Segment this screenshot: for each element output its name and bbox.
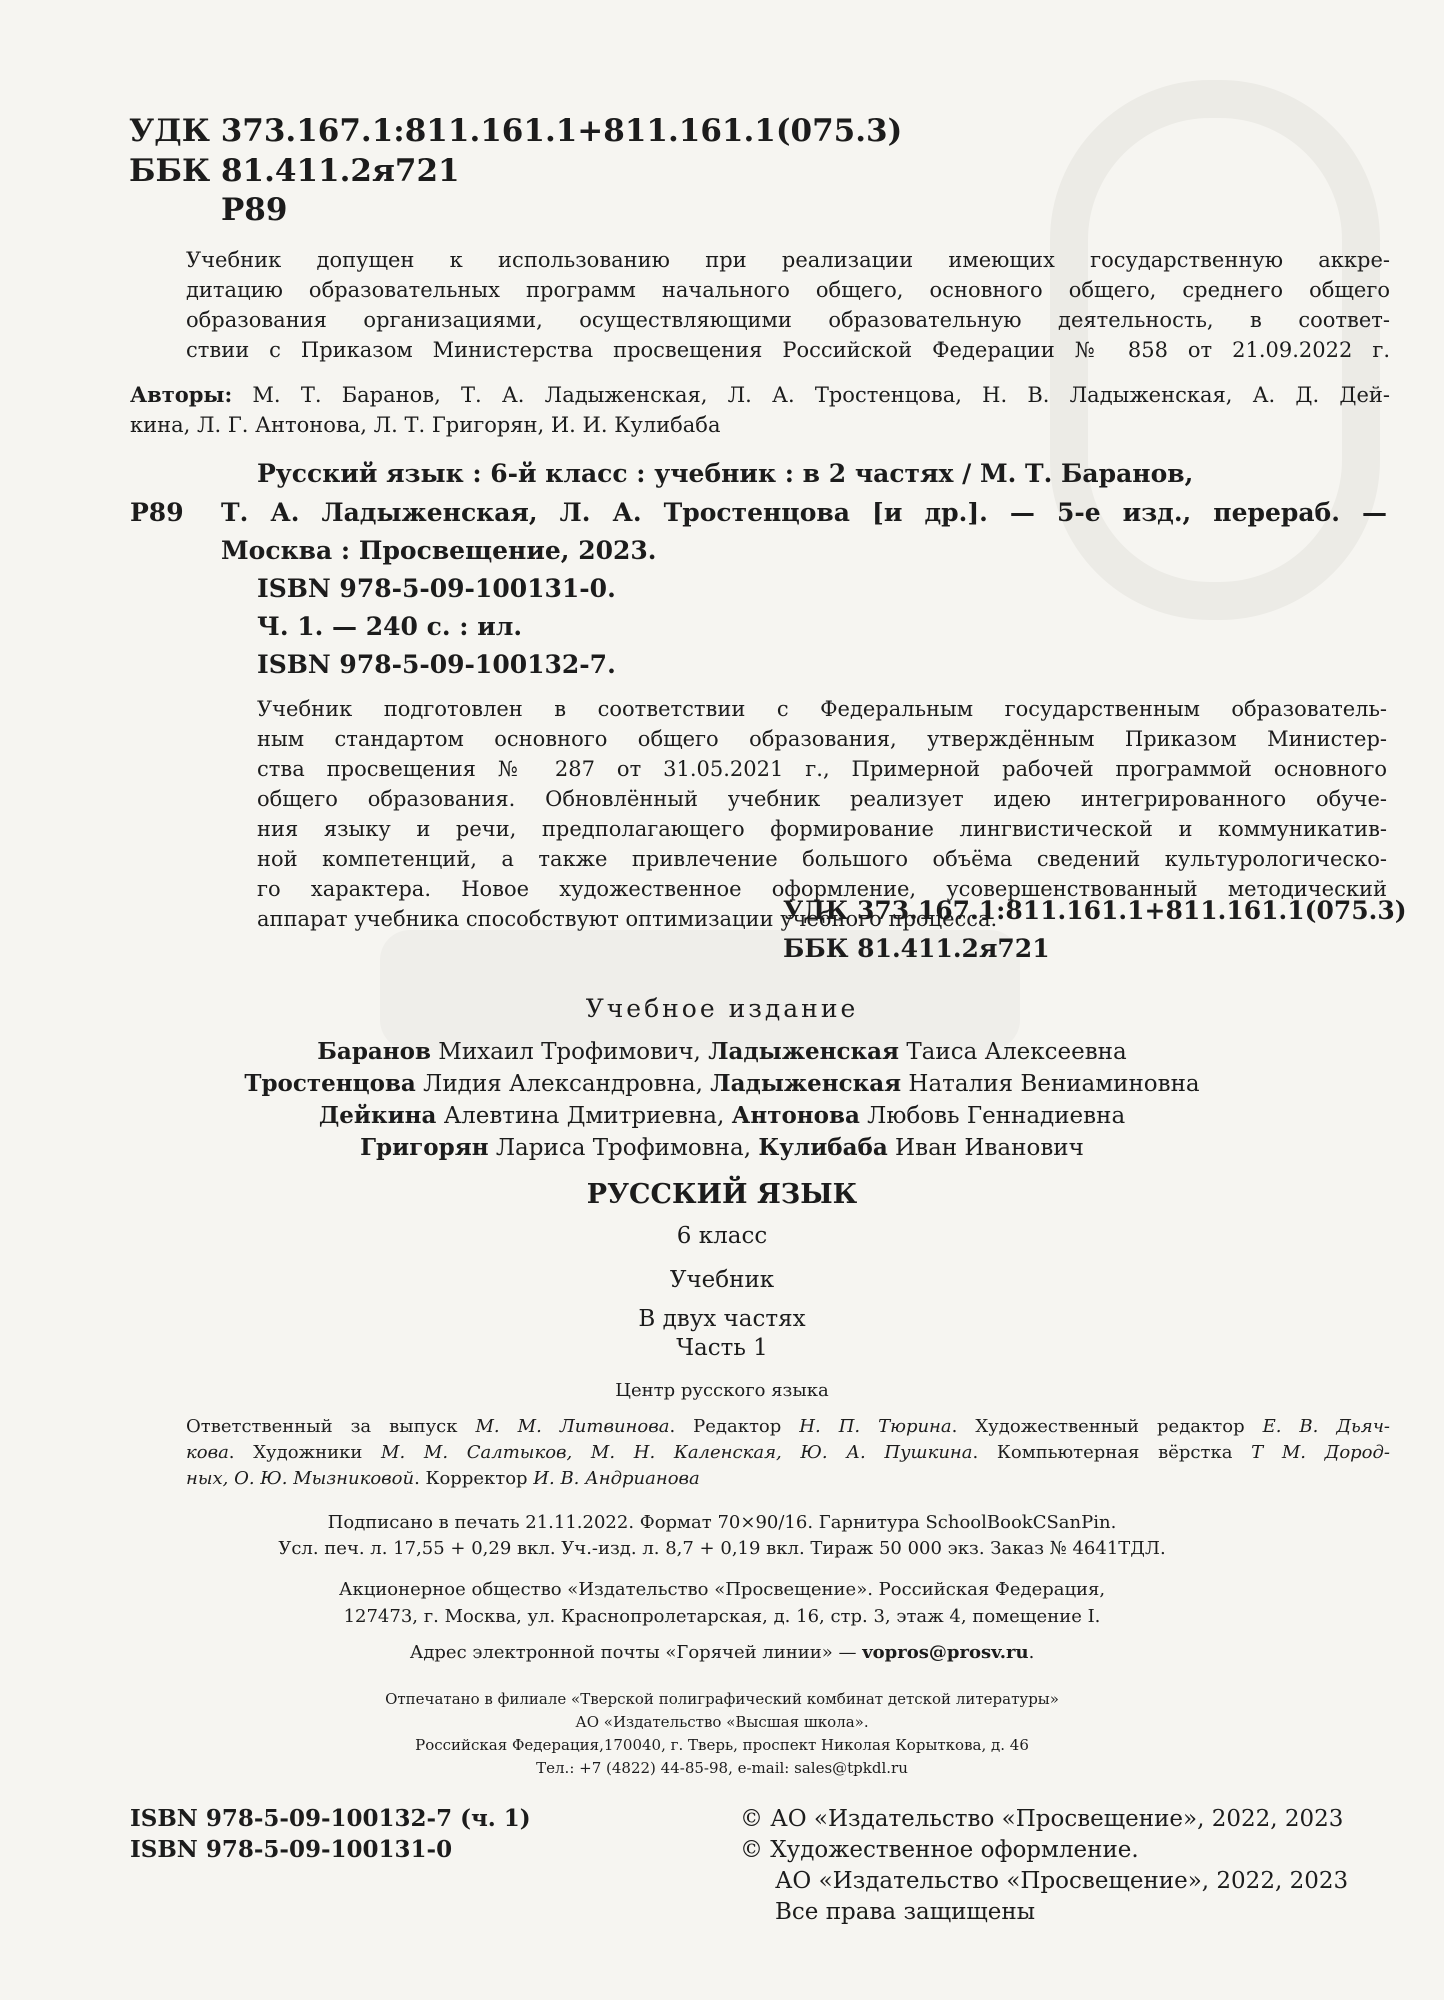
approval-line: дитацию образовательных программ начального общего, основного общего, среднего общего [186,278,1390,302]
people-line [0,1038,1444,1070]
annotation-line: ния языку и речи, предполагающего формирование лингвистической и коммуникатив- [257,817,1387,841]
person-surname: Ладыженская [710,1070,902,1097]
part-number: Часть 1 [676,1335,768,1361]
person-name: Наталия Вениаминовна [901,1071,1200,1097]
printer-line: АО «Издательство «Высшая школа». [575,1713,869,1731]
annotation-line: общего образования. Обновлённый учебник реализует идею интегрированного обуче- [257,787,1387,811]
catalog-line: Москва : Просвещение, 2023. [221,536,657,565]
person-surname: Кулибаба [758,1134,888,1161]
book-kind: Учебник [669,1267,775,1293]
staff-person: М. М. Литвинова [475,1416,670,1437]
catalog-code: Р89 [130,498,184,527]
email-label: Адрес электронной почты «Горячей линии» — [409,1642,863,1663]
person-surname: Тростенцова [244,1070,416,1097]
publisher-line: Акционерное общество «Издательство «Просвещение». Российская Федерация, [338,1579,1106,1600]
catalog-isbn: ISBN 978-5-09-100131-0. [257,574,616,603]
staff-role: . Редактор [669,1416,800,1437]
approval-line: образования организациями, осуществляющими образовательную деятельность, в соответ- [186,308,1390,332]
people-line [0,1102,1444,1134]
bbk-bottom: ББК 81.411.2я721 [783,934,1050,963]
authors-line: кина, Л. Г. Антонова, Л. Т. Григорян, И. И. Кулибаба [130,413,721,437]
staff-person: М. М. Салтыков, М. Н. Каленская, Ю. А. Пушкина [381,1442,973,1463]
staff-person: Т М. Дород- [1251,1442,1391,1463]
publisher [0,1576,1444,1630]
printer-line: Российская Федерация,170040, г. Тверь, проспект Николая Корыткова, д. 46 [415,1736,1029,1754]
email-address[interactable]: vopros@prosv.ru [862,1642,1029,1663]
authors-label: Авторы: [130,382,233,407]
authors-names: М. Т. Баранов, Т. А. Ладыженская, Л. А. Тростенцова, Н. В. Ладыженская, А. Д. Дей- [252,383,1390,407]
authors-full-names [0,1038,1444,1166]
catalog-isbn-part: ISBN 978-5-09-100132-7. [257,650,616,679]
annotation-line: аппарат учебника способствуют оптимизации учебного процесса. [257,907,998,931]
annotation-line: го характера. Новое художественное оформление, усовершенствованный методический [257,877,1387,901]
approval-line: ствии с Приказом Министерства просвещения Российской Федерации № 858 от 21.09.2022 г. [186,338,1390,362]
print-line: Подписано в печать 21.11.2022. Формат 70×90/16. Гарнитура SchoolBookCSanPin. [327,1512,1117,1533]
center-name: Центр русского языка [615,1380,829,1401]
staff-credits [186,1414,1390,1492]
approval-line: Учебник допущен к использованию при реализации имеющих государственную аккре- [186,248,1390,272]
grade: 6 класс [676,1223,768,1249]
person-name: Алевтина Дмитриевна, [436,1103,732,1129]
isbn-set: ISBN 978-5-09-100131-0 [130,1836,453,1863]
staff-person: ных, О. Ю. Мызниковой [186,1468,415,1489]
staff-person: кова [186,1442,229,1463]
udk-bottom: УДК 373.167.1:811.161.1+811.161.1(075.3) [783,896,1407,925]
staff-line [186,1440,1390,1466]
person-surname: Антонова [731,1102,860,1129]
authors-block [130,380,1390,440]
copyright-design-owner: АО «Издательство «Просвещение», 2022, 2023 [775,1868,1349,1894]
hotline-email [0,1640,1444,1666]
staff-person: И. В. Андрианова [533,1468,700,1489]
book-title: РУССКИЙ ЯЗЫК [586,1179,858,1210]
staff-role: . Компьютерная вёрстка [972,1442,1252,1463]
rights-reserved: Все права защищены [775,1899,1036,1925]
printer-info [0,1688,1444,1780]
annotation-line: ным стандартом основного общего образования, утверждённым Приказом Министер- [257,727,1387,751]
annotation-line: Учебник подготовлен в соответствии с Федеральным государственным образователь- [257,697,1387,721]
approval-paragraph [186,245,1390,365]
staff-role: Ответственный за выпуск [186,1416,476,1437]
person-surname: Ладыженская [708,1038,900,1065]
copyright-design: © Художественное оформление. [740,1837,1139,1863]
author-code-top: Р89 [221,192,288,228]
person-name: Любовь Геннадиевна [859,1103,1126,1129]
bbk-top: ББК 81.411.2я721 [129,153,460,189]
staff-role: . Художники [228,1442,382,1463]
annotation-line: ства просвещения № 287 от 31.05.2021 г., Примерной рабочей программой основного [257,757,1387,781]
print-specs [0,1510,1444,1562]
printer-line: Отпечатано в филиале «Тверской полиграфический комбинат детской литературы» [385,1690,1059,1708]
publisher-line: 127473, г. Москва, ул. Краснопролетарская, д. 16, стр. 3, этаж 4, помещение I. [343,1606,1101,1627]
catalog-line: Т. А. Ладыженская, Л. А. Тростенцова [и др.]. — 5-е изд., перераб. — [221,498,1387,527]
person-name: Лидия Александровна, [415,1071,711,1097]
person-surname: Григорян [360,1134,489,1161]
staff-role: . Художественный редактор [951,1416,1263,1437]
print-line: Усл. печ. л. 17,55 + 0,29 вкл. Уч.-изд. л. 8,7 + 0,19 вкл. Тираж 50 000 экз. Заказ № 4641ТДЛ. [278,1538,1166,1559]
person-name: Михаил Трофимович, [430,1039,709,1065]
authors-line [130,380,1390,410]
catalog-line: Русский язык : 6-й класс : учебник : в 2 частях / М. Т. Баранов, [257,459,1194,488]
edition-type: Учебное издание [585,994,859,1023]
staff-person: Е. В. Дьяч- [1262,1416,1390,1437]
catalog-part: Ч. 1. — 240 с. : ил. [257,612,523,641]
email-end: . [1028,1642,1035,1663]
people-line [0,1070,1444,1102]
staff-role: . Корректор [414,1468,534,1489]
staff-line [186,1414,1390,1440]
person-name: Иван Иванович [887,1135,1084,1161]
person-name: Таиса Алексеевна [899,1039,1127,1065]
udk-top: УДК 373.167.1:811.161.1+811.161.1(075.3) [129,113,903,149]
printer-line: Тел.: +7 (4822) 44-85-98, e-mail: sales@tpkdl.ru [536,1759,908,1777]
person-surname: Баранов [317,1038,431,1065]
copyright-publisher: © АО «Издательство «Просвещение», 2022, 2023 [740,1806,1344,1832]
parts-count: В двух частях [638,1306,806,1332]
people-line [0,1134,1444,1166]
staff-person: Н. П. Тюрина [799,1416,952,1437]
person-surname: Дейкина [318,1102,437,1129]
annotation-line: ной компетенций, а также привлечение большого объёма сведений культурологическо- [257,847,1387,871]
isbn-part: ISBN 978-5-09-100132-7 (ч. 1) [130,1805,531,1832]
person-name: Лариса Трофимовна, [488,1135,759,1161]
staff-line [186,1466,1390,1492]
